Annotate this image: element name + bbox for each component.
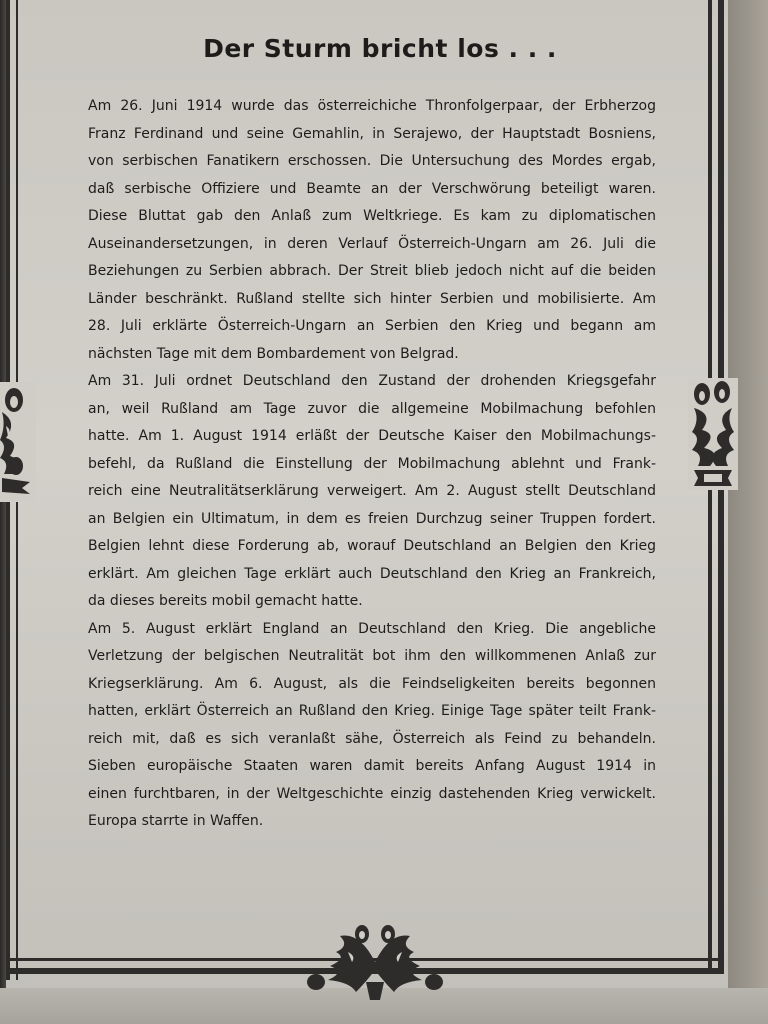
text-line: reich mit, daß es sich veranlaßt sähe, Österreich als Feind zu behandeln.	[88, 730, 656, 747]
background-surface	[728, 0, 768, 1024]
text-line: 28. Juli erklärte Österreich-Ungarn an Serbien den Krieg und begann am	[88, 318, 656, 334]
oak-leaf-ornament-left-icon	[0, 382, 36, 502]
text-line: befehl, da Rußland die Einstellung der Mobilmachung ablehnt und Frank-	[88, 455, 656, 472]
text-line: Franz Ferdinand und seine Gemahlin, in Serajewo, der Hauptstadt Bosniens,	[88, 125, 656, 142]
text-line: an, weil Rußland am Tage zuvor die allgemeine Mobilmachung befohlen	[88, 400, 656, 417]
text-line: an Belgien ein Ultimatum, in dem es freien Durchzug seiner Truppen fordert.	[88, 510, 656, 527]
oak-leaf-ornament-right-icon	[688, 378, 738, 490]
text-line: hatten, erklärt Österreich an Rußland den Krieg. Einige Tage später teilt Frank-	[88, 703, 656, 719]
text-line: Länder beschränkt. Rußland stellte sich hinter Serbien und mobilisierte. Am	[88, 290, 656, 307]
text-line: Verletzung der belgischen Neutralität bot ihm den willkommenen Anlaß zur	[88, 648, 656, 664]
text-line: einen furchtbaren, in der Weltgeschichte einzig dastehenden Krieg verwickelt.	[88, 785, 656, 802]
text-line: erklärt. Am gleichen Tage erklärt auch Deutschland den Krieg an Frankreich,	[88, 565, 656, 582]
text-line: nächsten Tage mit dem Bombardement von Belgrad.	[88, 345, 459, 362]
text-line: Beziehungen zu Serbien abbrach. Der Streit blieb jedoch nicht auf die beiden	[88, 263, 656, 279]
body-text	[88, 93, 656, 836]
text-line: Auseinandersetzungen, in deren Verlauf Österreich-Ungarn am 26. Juli die	[88, 235, 656, 252]
text-line: Am 5. August erklärt England an Deutschland den Krieg. Die angebliche	[88, 620, 656, 637]
text-line: von serbischen Fanatikern erschossen. Die Untersuchung des Mordes ergab,	[88, 153, 656, 169]
oak-leaf-wreath-bottom-icon	[300, 922, 450, 1004]
text-line: reich eine Neutralitätserklärung verweigert. Am 2. August stellt Deutschland	[88, 483, 656, 499]
text-line: daß serbische Offiziere und Beamte an der Verschwörung beteiligt waren.	[88, 180, 656, 197]
text-line: Belgien lehnt diese Forderung ab, worauf Deutschland an Belgien den Krieg	[88, 538, 656, 554]
text-line: hatte. Am 1. August 1914 erläßt der Deutsche Kaiser den Mobilmachungs-	[88, 428, 656, 444]
text-line: Diese Bluttat gab den Anlaß zum Weltkriege. Es kam zu diplomatischen	[88, 208, 656, 224]
text-line: Kriegserklärung. Am 6. August, als die Feindseligkeiten bereits begonnen	[88, 675, 656, 692]
text-line: Europa starrte in Waffen.	[88, 813, 264, 829]
text-line: Am 31. Juli ordnet Deutschland den Zustand der drohenden Kriegsgefahr	[88, 373, 656, 389]
text-line: Am 26. Juni 1914 wurde das österreichiche Thronfolgerpaar, der Erbherzog	[88, 98, 656, 114]
page-title: Der Sturm bricht los . . .	[203, 34, 557, 63]
text-line: Sieben europäische Staaten waren damit bereits Anfang August 1914 in	[88, 758, 656, 774]
text-line: da dieses bereits mobil gemacht hatte.	[88, 593, 363, 609]
